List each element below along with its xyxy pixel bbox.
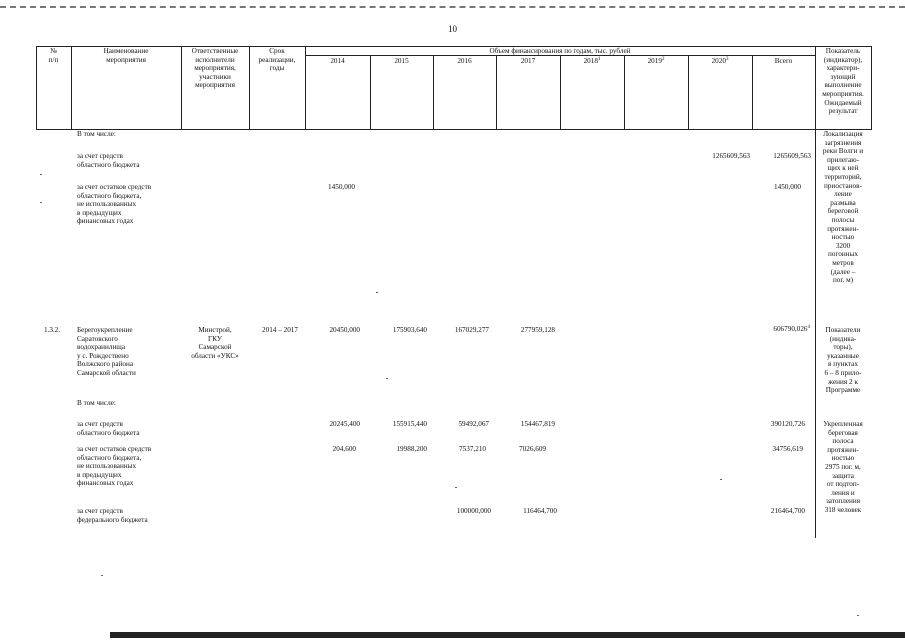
item-term: 2014 – 2017 [262,326,298,334]
item-responsible: Минстрой, ГКУ Самарской области «УКС» [191,326,239,360]
value-2014: 20450,000 [329,326,360,334]
value-total: 216464,700 [770,507,805,515]
header-year-2017: 2017 [520,57,536,65]
header-year-2019: 2019$^2$ [647,57,665,65]
header-funding-title: Объем финансирования по годам, тыс. рублей [489,46,631,55]
value-2017: 277959,128 [520,326,555,334]
value-2020: 1265609,563 [712,152,750,160]
row-label-regional-budget: за счет средств областного бюджета [77,152,140,169]
header-responsible: Ответственные исполнители мероприятия, участники мероприятия [191,47,239,90]
value-total: 1450,000 [774,183,801,191]
value-2016: 7537,210 [459,445,486,453]
item-expected-result: Укрепленная береговая полоса протяжен- ностью 2975 пог. м, защита от подтоп- ления и затопления 318 человек [823,420,863,514]
value-2015: 175903,640 [392,326,427,334]
value-2014: 1450,000 [328,183,355,191]
header-num: № п/п [48,47,59,64]
value-total: 1265609,563 [773,152,811,160]
including-label: В том числе: [77,130,116,138]
row-label-unused-remainder: за счет остатков средств областного бюджета, не использованных в предыдущих финансовых годах [77,445,152,488]
value-2016: 59492,067 [458,420,489,428]
item-number: 1.3.2. [44,326,61,334]
scan-edge-top [0,6,905,8]
header-term: Срок реализации, годы [258,47,296,73]
header-year-2016: 2016 [457,57,472,65]
value-total: 390120,726 [770,420,805,428]
value-2015: 155915,440 [392,420,427,428]
row-label-federal-budget: за счет средств федерального бюджета [77,507,148,524]
value-2016: 167029,277 [454,326,489,334]
including-label: В том числе: [77,399,116,407]
value-total: 34756,619 [772,445,803,453]
header-year-2020: 2020$^3$ [711,57,729,65]
header-year-2014: 2014 [330,57,345,65]
value-total: 606790,026$^4$ [773,325,810,333]
header-name: Наименование мероприятия [103,47,149,64]
page-number: 10 [448,24,457,34]
header-year-2015: 2015 [394,57,409,65]
value-2017: 7026,609 [519,445,546,453]
row-label-unused-remainder: за счет остатков средств областного бюджета, не использованных в предыдущих финансовых годах [77,183,152,226]
item-indicator: Показатели (индика- торы), указанные в пунктах 6 – 8 прило- жения 2 к Программе [824,326,862,395]
header-year-2018: 2018$^1$ [583,57,601,65]
item-name: Берегоукрепление Саратовского водохранилища у с. Рождествено Волжского района Самарской области [77,326,136,377]
scan-edge-bottom [110,632,905,638]
value-2016: 100000,000 [456,507,491,515]
value-2015: 19988,200 [396,445,427,453]
expected-result: Локализация загрязнения реки Волги и прилегаю- щих к ней территорий, приостанов- ление размыва береговой полосы протяжен- ностью 3200 погонных метров (далее – пог. м) [822,130,864,285]
header-total: Всего [774,57,793,65]
value-2017: 154467,819 [520,420,555,428]
value-2014: 204,600 [332,445,356,453]
row-label-regional-budget: за счет средств областного бюджета [77,420,140,437]
value-2014: 20245,400 [329,420,360,428]
header-indicator: Показатель (индикатор), характери- зующий выполнение мероприятия. Ожидаемый результат [822,47,864,116]
value-2017: 116464,700 [523,507,557,515]
